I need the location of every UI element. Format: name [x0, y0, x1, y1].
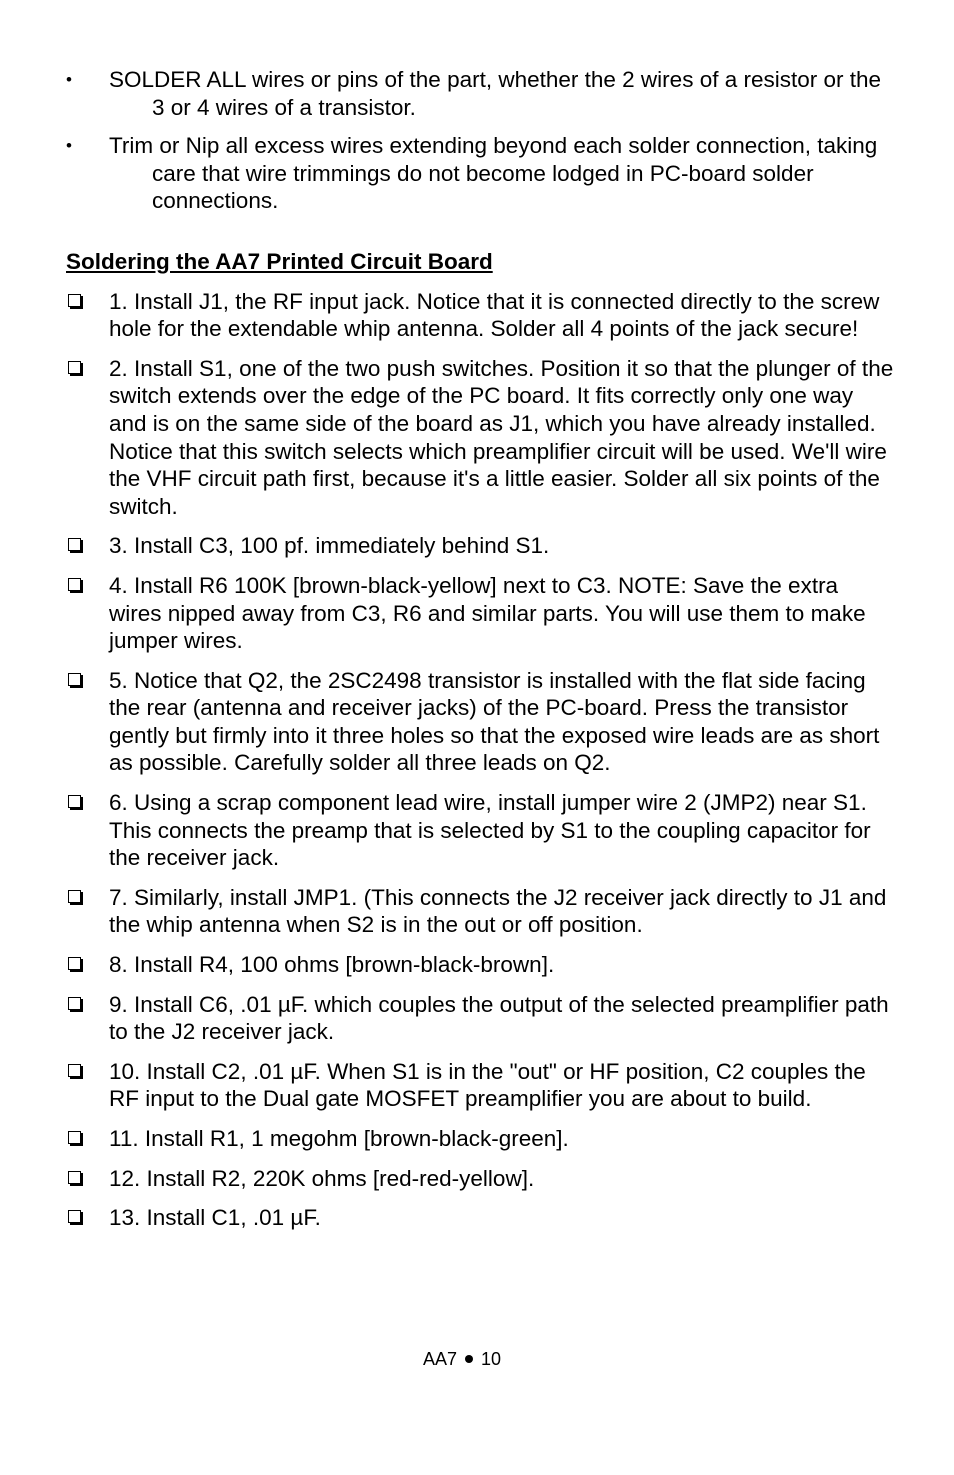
- checkbox-icon[interactable]: [68, 294, 81, 307]
- checkbox-icon[interactable]: [68, 997, 81, 1010]
- bullet-text: Trim or Nip all excess wires extending beyond each solder connection, taking care that wire trimmings do not become lodged in PC-board solder connections.: [109, 133, 878, 214]
- page-footer: [0, 1348, 924, 1370]
- checklist-item: [66, 355, 896, 521]
- checkbox-icon[interactable]: [68, 578, 81, 591]
- checklist-text: 10. Install C2, .01 µF. When S1 is in the "out" or HF position, C2 couples the RF input to the Dual gate MOSFET preamplifier you are about to build.: [109, 1058, 866, 1112]
- checkbox-icon[interactable]: [68, 538, 81, 551]
- checklist-item: [66, 951, 896, 979]
- checklist-item: [66, 1165, 896, 1193]
- checklist-text: 1. Install J1, the RF input jack. Notice that it is connected directly to the screw hole for the extendable whip antenna. Solder all 4 points of the jack secure!: [109, 288, 880, 342]
- checklist-text: 5. Notice that Q2, the 2SC2498 transistor is installed with the flat side facing the rear (antenna and receiver jacks) of the PC-board. Press the transistor gently but firmly into it three holes so that the exposed wire leads are as short as possible. Carefully solder all three leads on Q2.: [109, 667, 880, 776]
- checklist-item: [66, 789, 896, 872]
- checklist-text: 11. Install R1, 1 megohm [brown-black-green].: [109, 1126, 569, 1151]
- checklist-item: [66, 667, 896, 777]
- checklist-text: 3. Install C3, 100 pf. immediately behind S1.: [109, 533, 550, 559]
- checkbox-icon[interactable]: [68, 1131, 81, 1144]
- bullet-dot-icon: •: [66, 70, 72, 89]
- checklist-text: 4. Install R6 100K [brown-black-yellow] next to C3. NOTE: Save the extra wires nipped away from C3, R6 and similar parts. You will use them to make jumper wires.: [109, 572, 866, 654]
- checkbox-icon[interactable]: [68, 1210, 81, 1223]
- checkbox-icon[interactable]: [68, 957, 81, 970]
- bullet-item: [66, 66, 896, 121]
- checklist-text: 9. Install C6, .01 µF. which couples the output of the selected preamplifier path to the J2 receiver jack.: [109, 991, 889, 1045]
- checklist-item: [66, 572, 896, 655]
- checklist-item: [66, 991, 896, 1046]
- checklist-item: [66, 1125, 896, 1153]
- checkbox-icon[interactable]: [68, 795, 81, 808]
- checklist-text: 7. Similarly, install JMP1. (This connects the J2 receiver jack directly to J1 and the whip antenna when S2 is in the out or off position.: [109, 884, 887, 938]
- checklist-text: 13. Install C1, .01 µF.: [109, 1205, 321, 1231]
- checklist-text: 8. Install R4, 100 ohms [brown-black-brown].: [109, 952, 555, 978]
- checklist-text: 12. Install R2, 220K ohms [red-red-yellow].: [109, 1165, 535, 1191]
- checklist-item: [66, 1204, 896, 1232]
- page-number: 10: [481, 1349, 502, 1369]
- checkbox-icon[interactable]: [68, 1171, 81, 1184]
- checklist-item: [66, 532, 896, 560]
- separator-dot-icon: [465, 1355, 473, 1363]
- page-content: [66, 66, 896, 1244]
- checklist-item: [66, 884, 896, 939]
- bullet-text: SOLDER ALL wires or pins of the part, whether the 2 wires of a resistor or the 3 or 4 wires of a transistor.: [109, 67, 882, 120]
- checkbox-icon[interactable]: [68, 361, 81, 374]
- checklist-item: [66, 1058, 896, 1113]
- section-heading: Soldering the AA7 Printed Circuit Board: [66, 248, 493, 274]
- checklist-item: [66, 288, 896, 343]
- checkbox-icon[interactable]: [68, 1064, 81, 1077]
- checklist-text: 6. Using a scrap component lead wire, install jumper wire 2 (JMP2) near S1. This connects the preamp that is selected by S1 to the coupling capacitor for the receiver jack.: [109, 790, 871, 871]
- footer-label: AA7: [422, 1349, 457, 1369]
- bullet-dot-icon: •: [66, 136, 72, 156]
- checkbox-icon[interactable]: [68, 673, 81, 686]
- bullet-item: [66, 132, 896, 215]
- checkbox-icon[interactable]: [68, 890, 81, 903]
- checklist-text: 2. Install S1, one of the two push switches. Position it so that the plunger of the switch extends over the edge of the PC board. It fits correctly only one way and is on the same side of the board as J1, which you have already installed. Notice that this switch selects which preamplifier circuit will be used. We'll wire the VHF circuit path first, because it's a little easier. Solder all six points of the switch.: [109, 355, 894, 519]
